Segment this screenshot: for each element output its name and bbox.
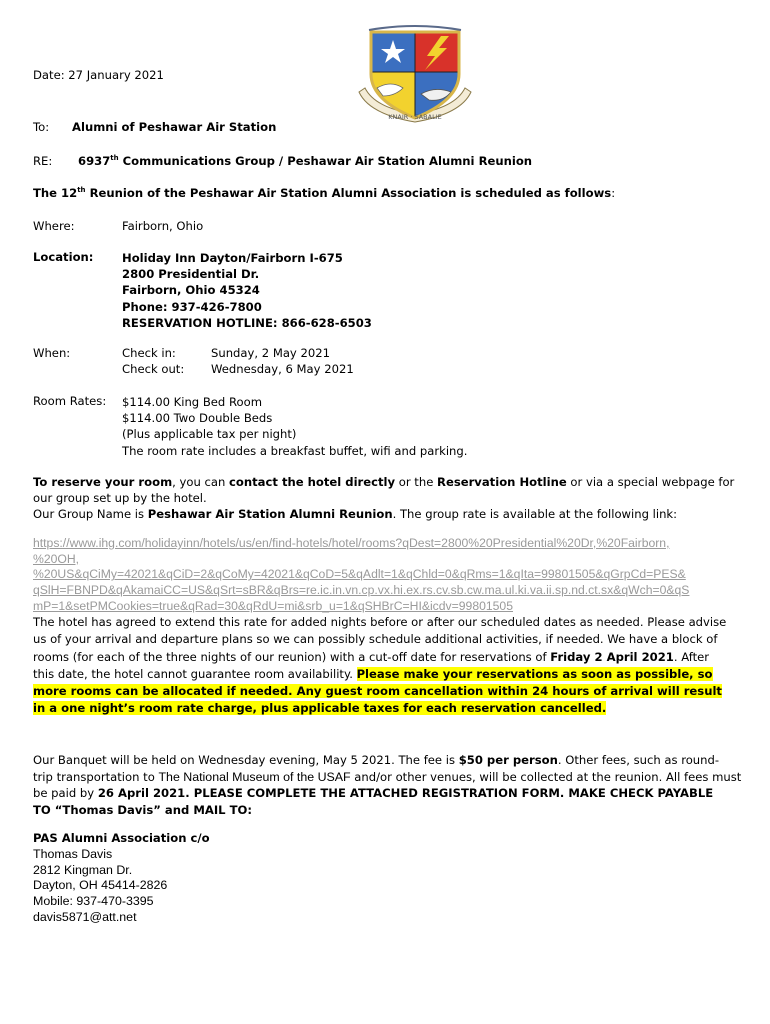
banquet-fee: $50 per person <box>458 753 558 767</box>
reserve-lead: To reserve your room <box>33 475 173 489</box>
banquet-line-3: be paid by <box>33 786 98 800</box>
extend-line-4: this date, the hotel cannot guarantee room availability. <box>33 666 357 681</box>
booking-link-line[interactable]: %20OH, <box>33 551 80 566</box>
banquet-line-2: trip transportation to <box>33 769 159 784</box>
highlight-cancellation: more rooms can be allocated if needed. Any guest room cancellation within 24 hours of arrival will result <box>33 684 722 699</box>
reserve-hotline: Reservation Hotline <box>437 475 567 489</box>
reserve-text-1: , you can <box>172 475 230 489</box>
group-name-value: Peshawar Air Station Alumni Reunion <box>147 507 393 521</box>
intro-ordinal: th <box>77 186 86 195</box>
highlight-charge: in a one night’s room rate charge, plus applicable taxes for each reservation cancelled. <box>33 701 607 716</box>
banquet-paragraph <box>33 752 741 818</box>
booking-link-line[interactable]: mP=1&setPMCookies=true&qRad=30&qRdU=mi&srb_u=1&qSHBrC=HI&icdv=99801505 <box>33 598 513 613</box>
location-city: Fairborn, Ohio 45324 <box>122 283 260 298</box>
extend-line-1: The hotel has agreed to extend this rate for added nights before or after our scheduled dates as needed. Please advise <box>33 615 727 629</box>
extend-line-3-end: . After <box>673 649 710 664</box>
rate-king: $114.00 King Bed Room <box>122 395 262 409</box>
re-number: 6937 <box>78 154 111 168</box>
mail-name: Thomas Davis <box>33 846 113 861</box>
intro-colon: : <box>611 186 616 200</box>
to-label: To: <box>33 120 50 134</box>
booking-link-line[interactable]: https://www.ihg.com/holidayinn/hotels/us/en/find-hotels/hotel/rooms?qDest=2800%20Presidential%20Dr,%20Fairborn, <box>33 536 670 550</box>
museum-name: The National Museum of the USAF <box>158 769 351 784</box>
reserve-text-2: or the <box>395 475 438 489</box>
mailing-address <box>33 831 210 926</box>
banquet-line-1: Our Banquet will be held on Wednesday evening, May 5 2021. The fee is <box>33 753 459 767</box>
to-value: Alumni of Peshawar Air Station <box>72 120 277 134</box>
re-subject: Communications Group / Peshawar Air Station Alumni Reunion <box>118 154 533 168</box>
intro-text: Reunion of the Peshawar Air Station Alumni Association is scheduled as follows <box>85 186 612 200</box>
mail-street: 2812 Kingman Dr. <box>33 862 133 877</box>
payment-deadline: 26 April 2021 <box>97 786 186 800</box>
where-value: Fairborn, Ohio <box>122 219 204 233</box>
location-block <box>122 250 372 331</box>
mail-email[interactable]: davis5871@att.net <box>33 909 137 924</box>
booking-link-line[interactable]: qSlH=FBNPD&qAkamaiCC=US&qSrt=sBR&qBrs=re.ic.in.vn.cp.vx.hi.ex.rs.cv.sb.cw.ma.ul.ki.va.ii.sp.nd.ct.sx&qWch=0&qS <box>33 583 690 598</box>
checkout-label: Check out: <box>122 362 185 376</box>
extend-line-2: us of your arrival and departure plans so we can possibly schedule additional activities, if needed. We have a block of <box>33 632 718 647</box>
reserve-text-3: or via a special webpage for <box>566 475 735 489</box>
mail-mobile: Mobile: 937-470-3395 <box>33 894 154 909</box>
location-label: Location: <box>33 250 94 264</box>
reserve-paragraph <box>33 474 734 522</box>
group-name-label: Our Group Name is <box>33 507 148 521</box>
registration-instructions: . PLEASE COMPLETE THE ATTACHED REGISTRATION FORM. MAKE CHECK PAYABLE <box>185 786 714 800</box>
checkout-value: Wednesday, 6 May 2021 <box>211 362 354 376</box>
mail-city: Dayton, OH 45414-2826 <box>33 878 168 893</box>
group-rate-text: . The group rate is available at the following link: <box>392 507 678 521</box>
checkin-label: Check in: <box>122 346 176 360</box>
banquet-line-1-end: . Other fees, such as round- <box>557 753 720 767</box>
reserve-contact-hotel: contact the hotel directly <box>229 475 396 489</box>
crest-graphic <box>355 22 475 124</box>
re-ordinal: th <box>110 154 119 163</box>
rates-block <box>122 394 467 459</box>
intro-pre: The 12 <box>33 186 78 200</box>
where-label: Where: <box>33 219 75 233</box>
location-hotel: Holiday Inn Dayton/Fairborn I-675 <box>122 251 343 265</box>
mail-heading: PAS Alumni Association c/o <box>33 831 210 845</box>
cutoff-date: Friday 2 April 2021 <box>550 649 674 664</box>
re-value <box>78 154 532 168</box>
location-street: 2800 Presidential Dr. <box>122 267 260 282</box>
booking-link[interactable] <box>33 536 689 615</box>
rate-double: $114.00 Two Double Beds <box>122 411 273 426</box>
banquet-line-2-end: and/or other venues, will be collected at the reunion. All fees must <box>350 769 742 784</box>
location-hotline: RESERVATION HOTLINE: 866-628-6503 <box>122 315 372 330</box>
checkin-value: Sunday, 2 May 2021 <box>211 346 330 360</box>
crest-motto: KNAIR · SABALIE <box>388 113 442 121</box>
rate-includes: The room rate includes a breakfast buffet, wifi and parking. <box>122 443 468 458</box>
rates-label: Room Rates: <box>33 394 107 408</box>
date-line: Date: 27 January 2021 <box>33 68 164 82</box>
rate-tax-note: (Plus applicable tax per night) <box>122 427 297 442</box>
shield-crest-icon <box>355 22 475 124</box>
highlight-reserve-soon: Please make your reservations as soon as possible, so <box>356 666 713 681</box>
intro-line <box>33 186 615 200</box>
re-label: RE: <box>33 154 53 168</box>
extend-paragraph <box>33 614 726 718</box>
when-label: When: <box>33 346 71 360</box>
booking-link-line[interactable]: %20US&qCiMy=42021&qCiD=2&qCoMy=42021&qCoD=5&qAdlt=1&qChld=0&qRms=1&qIta=99801505&qGrpCd=PES& <box>33 567 686 582</box>
reserve-text-4: our group set up by the hotel. <box>33 491 207 505</box>
location-phone: Phone: 937-426-7800 <box>122 299 262 314</box>
extend-line-3: rooms (for each of the three nights of our reunion) with a cut-off date for reservations of <box>33 649 551 664</box>
payable-to: TO “Thomas Davis” and MAIL TO: <box>33 802 252 817</box>
